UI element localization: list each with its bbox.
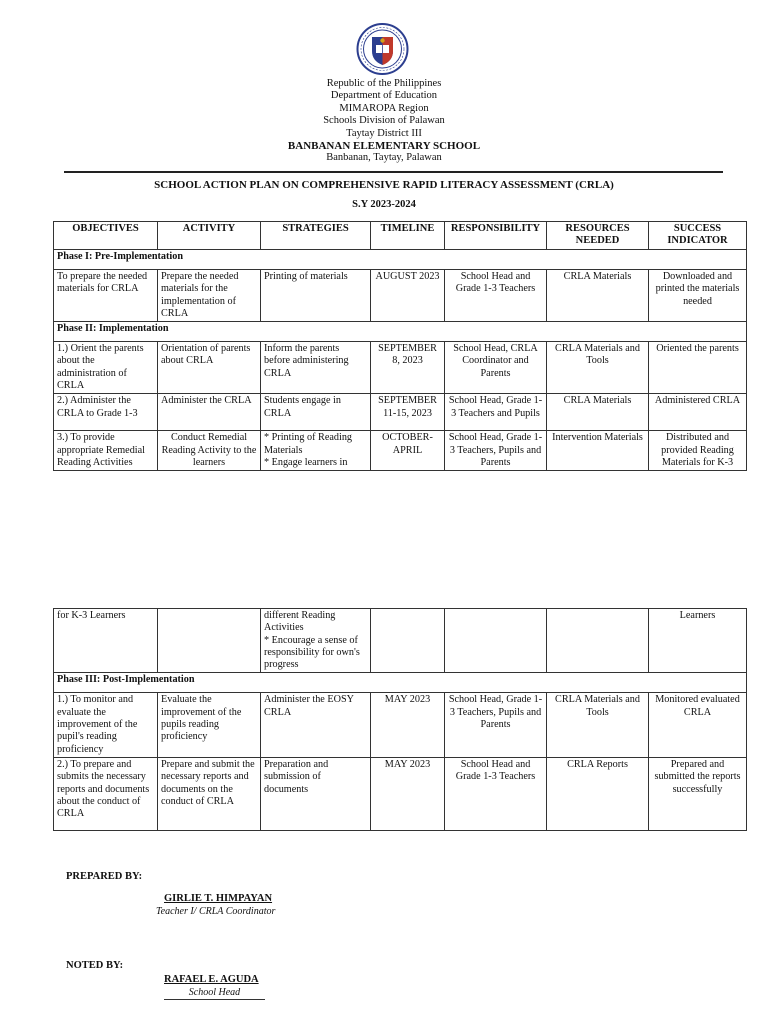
prepared-by-role: Teacher I/ CRLA Coordinator xyxy=(156,906,276,917)
phase-row xyxy=(54,250,747,270)
column-header: RESPONSIBILITY xyxy=(445,222,547,250)
column-header: OBJECTIVES xyxy=(54,222,158,250)
table-cell: MAY 2023 xyxy=(371,693,445,757)
prepared-by-label: PREPARED BY: xyxy=(66,871,143,882)
table-cell: 3.) To provide appropriate Remedial Reading Activities xyxy=(54,431,158,471)
table-cell: 1.) Orient the parents about the administration of CRLA xyxy=(54,342,158,394)
header-line-region: MIMAROPA Region xyxy=(339,102,429,114)
column-header: RESOURCES NEEDED xyxy=(547,222,649,250)
column-header: TIMELINE xyxy=(371,222,445,250)
action-plan-table-continued xyxy=(53,608,747,831)
school-address: Banbanan, Taytay, Palawan xyxy=(326,152,442,164)
table-cell: Preparation and submission of documents xyxy=(261,757,371,830)
table-cell xyxy=(547,609,649,673)
noted-by-role: School Head xyxy=(164,987,265,1000)
table-cell: School Head, Grade 1-3 Teachers, Pupils and Parents xyxy=(445,431,547,471)
table-cell: 1.) To monitor and evaluate the improvement of the pupil's reading proficiency xyxy=(54,693,158,757)
table-cell: 2.) Administer the CRLA to Grade 1-3 xyxy=(54,394,158,431)
table-cell: School Head, CRLA Coordinator and Parents xyxy=(445,342,547,394)
column-header: SUCCESS INDICATOR xyxy=(649,222,747,250)
table-cell: Administered CRLA xyxy=(649,394,747,431)
table-cell: for K-3 Learners xyxy=(54,609,158,673)
table-cell: Inform the parents before administering CRLA xyxy=(261,342,371,394)
header-line-district: Taytay District III xyxy=(346,127,422,139)
table-cell: different Reading Activities * Encourage a sense of responsibility for own's progress xyxy=(261,609,371,673)
table-cell: Printing of materials xyxy=(261,270,371,322)
table-cell: OCTOBER-APRIL xyxy=(371,431,445,471)
table-row xyxy=(54,270,747,322)
table-cell xyxy=(371,609,445,673)
table-cell: School Head, Grade 1-3 Teachers and Pupils xyxy=(445,394,547,431)
table-cell: Administer the CRLA xyxy=(158,394,261,431)
table-row xyxy=(54,757,747,830)
deped-seal-icon xyxy=(355,23,410,75)
letterhead xyxy=(0,78,768,165)
column-header: ACTIVITY xyxy=(158,222,261,250)
table-cell: AUGUST 2023 xyxy=(371,270,445,322)
table-cell: Oriented the parents xyxy=(649,342,747,394)
phase-row xyxy=(54,673,747,693)
table-cell: Conduct Remedial Reading Activity to the learners xyxy=(158,431,261,471)
table-cell: Prepare and submit the necessary reports and documents on the conduct of CRLA xyxy=(158,757,261,830)
table-row xyxy=(54,394,747,431)
phase-label: Phase I: Pre-Implementation xyxy=(54,250,747,270)
phase-label: Phase II: Implementation xyxy=(54,322,747,342)
table-cell: MAY 2023 xyxy=(371,757,445,830)
table-cell: Learners xyxy=(649,609,747,673)
prepared-by-name: GIRLIE T. HIMPAYAN xyxy=(164,893,273,904)
table-cell xyxy=(445,609,547,673)
table-cell: Distributed and provided Reading Materials for K-3 xyxy=(649,431,747,471)
school-name: BANBANAN ELEMENTARY SCHOOL xyxy=(287,140,481,153)
column-header: STRATEGIES xyxy=(261,222,371,250)
table-cell: CRLA Materials and Tools xyxy=(547,693,649,757)
table-cell: Prepare the needed materials for the implementation of CRLA xyxy=(158,270,261,322)
table-cell: Students engage in CRLA xyxy=(261,394,371,431)
table-cell: Downloaded and printed the materials needed xyxy=(649,270,747,322)
table-cell: SEPTEMBER 11-15, 2023 xyxy=(371,394,445,431)
table-cell: School Head and Grade 1-3 Teachers xyxy=(445,270,547,322)
table-cell: School Head and Grade 1-3 Teachers xyxy=(445,757,547,830)
table-cell: Administer the EOSY CRLA xyxy=(261,693,371,757)
header-line-republic: Republic of the Philippines xyxy=(326,78,442,89)
document-title: SCHOOL ACTION PLAN ON COMPREHENSIVE RAPID LITERACY ASSESSMENT (CRLA) xyxy=(154,179,614,191)
table-cell: 2.) To prepare and submits the necessary reports and documents about the conduct of CRLA xyxy=(54,757,158,830)
table-cell: Orientation of parents about CRLA xyxy=(158,342,261,394)
table-cell: Intervention Materials xyxy=(547,431,649,471)
table-cell: To prepare the needed materials for CRLA xyxy=(54,270,158,322)
noted-by-name: RAFAEL E. AGUDA xyxy=(164,974,259,985)
table-cell: CRLA Materials xyxy=(547,394,649,431)
table-row xyxy=(54,609,747,673)
table-cell: Evaluate the improvement of the pupils reading proficiency xyxy=(158,693,261,757)
table-cell: Prepared and submitted the reports successfully xyxy=(649,757,747,830)
table-cell: * Printing of Reading Materials * Engage learners in xyxy=(261,431,371,471)
table-row xyxy=(54,693,747,757)
action-plan-table xyxy=(53,221,747,471)
table-cell xyxy=(158,609,261,673)
table-cell: CRLA Reports xyxy=(547,757,649,830)
table-cell: CRLA Materials xyxy=(547,270,649,322)
table-header-row xyxy=(54,222,747,250)
phase-row xyxy=(54,322,747,342)
noted-by-label: NOTED BY: xyxy=(66,960,124,971)
table-cell: School Head, Grade 1-3 Teachers, Pupils and Parents xyxy=(445,693,547,757)
table-row xyxy=(54,342,747,394)
table-cell: SEPTEMBER 8, 2023 xyxy=(371,342,445,394)
header-line-department: Department of Education xyxy=(330,90,438,102)
header-line-division: Schools Division of Palawan xyxy=(323,115,445,127)
header-divider xyxy=(64,171,723,173)
table-cell: CRLA Materials and Tools xyxy=(547,342,649,394)
table-cell: Monitored evaluated CRLA xyxy=(649,693,747,757)
school-year: S.Y 2023-2024 xyxy=(352,199,416,210)
table-row xyxy=(54,431,747,471)
phase-label: Phase III: Post-Implementation xyxy=(54,673,747,693)
